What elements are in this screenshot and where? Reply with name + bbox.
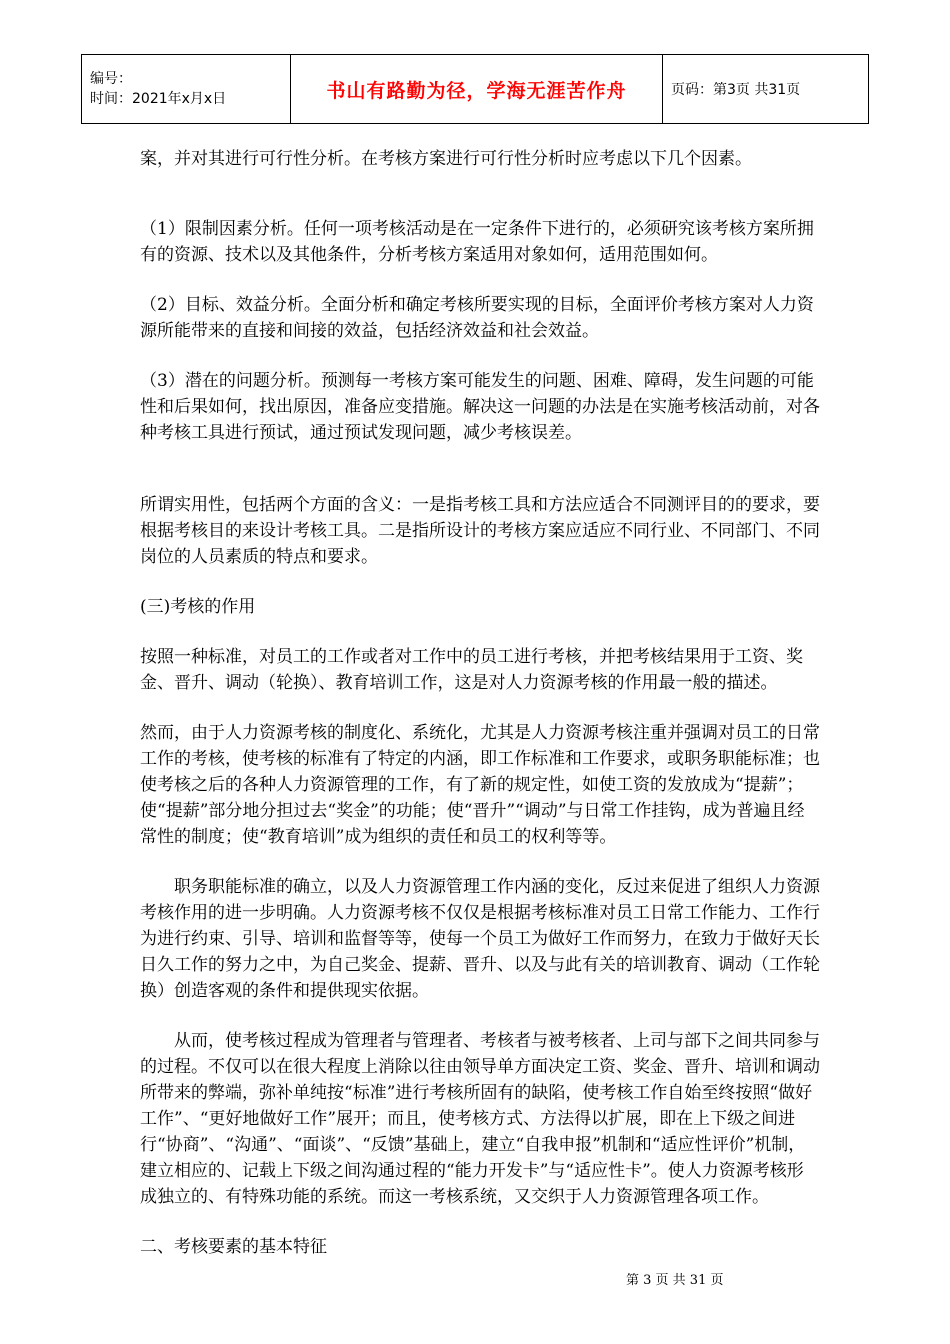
doc-time-label: 时间：2021年x月x日 [90,91,227,107]
header-motto: 书山有路勤为径，学海无涯苦作舟 [291,55,663,124]
doc-number-label: 编号： [90,71,132,87]
header-meta [82,55,291,124]
paragraph-constraint-analysis: （1）限制因素分析。任何一项考核活动是在一定条件下进行的，必须研究该考核方案所拥有的资源、技术以及其他条件，分析考核方案适用对象如何，适用范围如何。 [140,219,814,265]
paragraph-role-description: 按照一种标准，对员工的工作或者对工作中的员工进行考核，并把考核结果用于工资、奖金、晋升、调动（轮换）、教育培训工作，这是对人力资源考核的作用最一般的描述。 [140,647,803,693]
paragraph-standard-establishment: 职务职能标准的确立，以及人力资源管理工作内涵的变化，反过来促进了组织人力资源考核作用的进一步明确。人力资源考核不仅仅是根据考核标准对员工日常工作能力、工作行为进行约束、引导、培训和监督等等，使每一个员工为做好工作而努力，在致力于做好天长日久工作的努力之中，为自己奖金、提薪、晋升、以及与此有关的培训教育、调动（工作轮换）创造客观的条件和提供现实依据。 [140,877,820,1001]
paragraph-goal-benefit-analysis: （2）目标、效益分析。全面分析和确定考核所要实现的目标，全面评价考核方案对人力资源所能带来的直接和间接的效益，包括经济效益和社会效益。 [140,295,814,341]
paragraph-institutionalization: 然而，由于人力资源考核的制度化、系统化，尤其是人力资源考核注重并强调对员工的日常工作的考核，使考核的标准有了特定的内涵，即工作标准和工作要求，或职务职能标准；也使考核之后的各种人力资源管理的工作，有了新的规定性，如使工资的发放成为“提薪”；使“提薪”部分地分担过去“奖金”的功能；使“晋升”“调动”与日常工作挂钩，成为普遍且经常性的制度；使“教育培训”成为组织的责任和员工的权利等等。 [140,723,820,847]
paragraph-practicality: 所谓实用性，包括两个方面的含义：一是指考核工具和方法应适合不同测评目的的要求，要根据考核目的来设计考核工具。二是指所设计的考核方案应适应不同行业、不同部门、不同岗位的人员素质的特点和要求。 [140,495,820,567]
paragraph-continuation: 案，并对其进行可行性分析。在考核方案进行可行性分析时应考虑以下几个因素。 [140,149,752,169]
section-heading-element-features: 二、考核要素的基本特征 [140,1237,327,1257]
document-body [140,146,820,1260]
paragraph-participation-process: 从而，使考核过程成为管理者与管理者、考核者与被考核者、上司与部下之间共同参与的过程。不仅可以在很大程度上消除以往由领导单方面决定工资、奖金、晋升、培训和调动所带来的弊端，弥补单纯按“标准”进行考核所固有的缺陷，使考核工作自始至终按照“做好工作”、“更好地做好工作”展开；而且，使考核方式、方法得以扩展，即在上下级之间进行“协商”、“沟通”、“面谈”、“反馈”基础上，建立“自我申报”机制和“适应性评价”机制，建立相应的、记载上下级之间沟通过程的“能力开发卡”与“适应性卡”。使人力资源考核形成独立的、有特殊功能的系统。而这一考核系统，又交织于人力资源管理各项工作。 [140,1031,820,1207]
header-page-info: 页码：第3页 共31页 [663,55,869,124]
page-footer: 第 3 页 共 31 页 [626,1273,724,1288]
paragraph-potential-problem-analysis: （3）潜在的问题分析。预测每一考核方案可能发生的问题、困难、障碍，发生问题的可能性和后果如何，找出原因，准备应变措施。解决这一问题的办法是在实施考核活动前，对各种考核工具进行预试，通过预试发现问题，减少考核误差。 [140,371,820,443]
page-header [81,54,869,124]
section-heading-assessment-role: (三)考核的作用 [140,597,256,617]
